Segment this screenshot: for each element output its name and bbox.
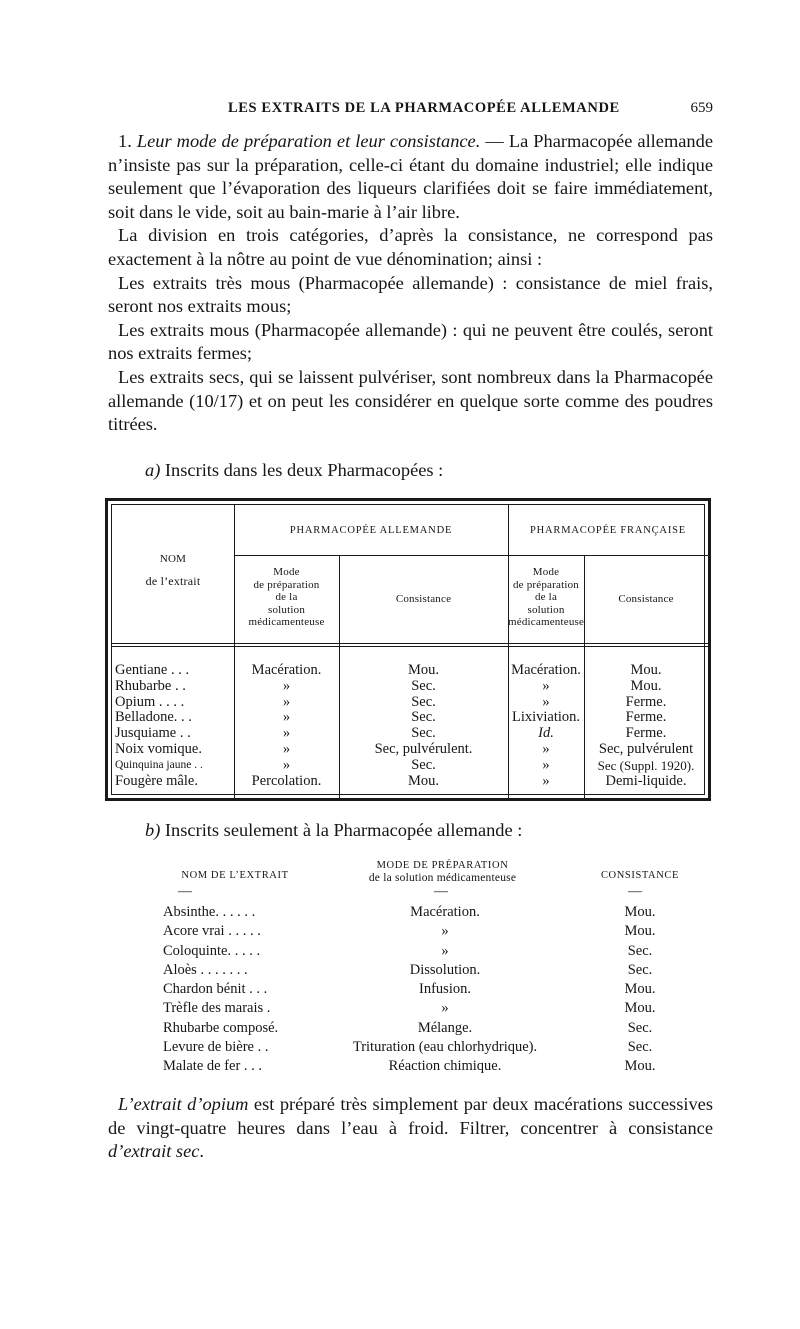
table-cell: Quinquina jaune . .	[115, 758, 203, 771]
running-title: LES EXTRAITS DE LA PHARMACOPÉE ALLEMANDE	[228, 100, 620, 116]
table-cell: »	[282, 756, 291, 773]
final-text	[108, 1093, 713, 1164]
tb-dash-2: —	[434, 884, 448, 899]
table-cell: Mou.	[624, 1000, 656, 1017]
table-cell: Coloquinte. . . . .	[163, 942, 261, 959]
table-cell: Ferme.	[625, 693, 667, 710]
col-mode-fr	[508, 663, 584, 789]
table-cell: Sec.	[411, 693, 436, 710]
tb-head-mode	[335, 860, 550, 884]
table-cell: Demi-liquide.	[605, 772, 687, 789]
table-cell: »	[282, 725, 291, 742]
table-cell: »	[542, 740, 550, 757]
table-cell: Sec.	[627, 1039, 653, 1056]
section-a-letter: a)	[145, 460, 161, 480]
table-cell: Rhubarbe . .	[115, 677, 186, 694]
table-cell: Gentiane . . .	[115, 662, 190, 678]
table-cell: Levure de bière . .	[163, 1039, 269, 1056]
col-nom-line1: NOM	[159, 553, 187, 565]
tb-col-names	[163, 903, 278, 1077]
table-cell: Mou.	[624, 981, 656, 998]
table-cell: Dissolution.	[409, 961, 481, 978]
table-cell: Mou.	[624, 1058, 656, 1075]
section-a-heading	[145, 460, 443, 481]
final-em1: L’extrait d’opium	[118, 1094, 249, 1114]
table-cell: Mou.	[630, 662, 662, 678]
table-cell: Mou.	[624, 904, 656, 920]
table-cell: Ferme.	[625, 709, 667, 726]
table-cell: Rhubarbe composé.	[163, 1019, 279, 1036]
col-nom-header	[112, 553, 234, 587]
table-cell: Sec.	[411, 709, 436, 726]
table-cell: Macération.	[410, 904, 480, 920]
table-cell: Belladone. . .	[115, 709, 192, 726]
tb-col-cons	[595, 903, 685, 1077]
paragraph-3: Les extraits très mous (Pharmacopée allemande) : consistance de miel frais, seront nos extraits mous;	[108, 272, 713, 317]
table-cell: Mou.	[407, 772, 440, 789]
mode-l2: de préparation	[253, 578, 320, 591]
table-cell: »	[441, 923, 449, 940]
col-mode-all	[234, 663, 339, 789]
table-cell: Sec, pulvérulent.	[374, 740, 473, 757]
table-cell: Absinthe. . . . . .	[163, 904, 256, 920]
final-paragraph	[108, 1093, 713, 1164]
mode-l5: médicamenteuse	[248, 616, 325, 628]
table-cell: Chardon bénit . . .	[163, 981, 268, 998]
table-cell: Ferme.	[625, 725, 667, 742]
tb-head-cons: CONSISTANCE	[600, 870, 680, 881]
table-cell: Malate de fer . . .	[163, 1058, 263, 1075]
paragraph-5: Les extraits secs, qui se laissent pulvériser, sont nombreux dans la Pharmacopée allemande (10/17) et on peut les considérer en quelque sorte comme des poudres titrées.	[108, 366, 713, 435]
mode-fr-l3: de la	[534, 591, 558, 603]
col-nom-line2: de l’extrait	[145, 573, 201, 588]
paragraph-2: La division en trois catégories, d’après la consistance, ne correspond pas exactement à la nôtre au point de vue dénomination; ainsi :	[108, 225, 713, 269]
mode-l3: de la	[275, 591, 298, 603]
sub-mode-fr	[508, 566, 584, 629]
section-b-heading	[145, 820, 522, 841]
table-cell: »	[441, 1000, 449, 1017]
para-title: Leur mode de préparation et leur consistance.	[136, 131, 481, 151]
mode-fr-l5: médicamenteuse	[508, 616, 585, 628]
table-cell: Mou.	[630, 677, 662, 694]
final-text1: est préparé très simplement par deux macérations successives de vingt-quatre heures dans l’eau à froid. Filtrer, concentrer à consistance	[108, 1094, 713, 1138]
page-number: 659	[690, 100, 713, 116]
table-cell: Fougère mâle.	[115, 772, 198, 789]
table-cell: »	[282, 709, 291, 726]
table-both-pharmacopeias	[105, 498, 711, 801]
col-names	[115, 663, 203, 789]
table-cell: Sec.	[411, 756, 436, 773]
table-cell: Sec, pulvérulent	[598, 740, 694, 757]
table-cell: Id.	[538, 725, 554, 742]
final-em2: d’extrait sec	[108, 1141, 200, 1162]
table-cell: »	[542, 756, 550, 773]
running-header	[108, 100, 713, 124]
para-number: 1.	[118, 131, 132, 151]
mode-fr-l4: solution	[527, 603, 565, 616]
table-cell: Trèfle des marais .	[163, 1000, 271, 1017]
table-cell: Macération.	[511, 662, 581, 678]
sub-cons-fr: Consistance	[618, 593, 674, 605]
tb-head-mode-l2: de la solution médicamenteuse	[368, 872, 517, 884]
mode-fr-l1: Mode	[532, 566, 560, 578]
paragraph-4: Les extraits mous (Pharmacopée allemande) : qui ne peuvent être coulés, seront nos extraits fermes;	[108, 319, 713, 364]
group-allemande: PHARMACOPÉE ALLEMANDE	[289, 525, 453, 536]
table-cell: »	[282, 693, 291, 710]
table-cell: »	[542, 677, 550, 694]
tb-dash-1: —	[178, 884, 192, 899]
final-text2: .	[199, 1141, 205, 1162]
table-cell: Sec.	[411, 677, 436, 694]
col-cons-fr	[584, 663, 708, 789]
group-francaise: PHARMACOPÉE FRANÇAISE	[530, 525, 686, 536]
table-cell: Réaction chimique.	[388, 1058, 502, 1075]
mode-l4: solution	[267, 603, 306, 616]
sub-cons-all: Consistance	[395, 593, 452, 605]
table-cell: Jusquiame . .	[115, 725, 191, 742]
mode-l1: Mode	[273, 566, 300, 578]
table-cell: Trituration (eau chlorhydrique).	[352, 1039, 538, 1056]
table-cell: »	[441, 942, 449, 959]
tb-head-mode-l1: MODE DE PRÉPARATION	[376, 860, 509, 871]
table-cell: Mélange.	[417, 1019, 473, 1036]
table-cell: Aloès . . . . . . .	[163, 961, 248, 978]
table-cell: Macération.	[251, 662, 322, 678]
table-cell: »	[282, 740, 291, 757]
table-cell: Infusion.	[419, 981, 471, 998]
section-b-text: Inscrits seulement à la Pharmacopée allemande :	[160, 820, 523, 840]
table-cell: Percolation.	[251, 772, 322, 789]
table-cell: Sec (Suppl. 1920).	[597, 757, 695, 773]
section-b-letter: b)	[145, 820, 161, 840]
table-cell: Opium . . . .	[115, 693, 185, 710]
para-text: — La Pharmacopée allemande n’insiste pas sur la préparation, celle-ci étant du domaine industriel; elle indique seulement que l’évaporation des liqueurs clarifiées doit se faire immédiatement, soit dans le vide, soit au bain-marie à l’air libre.	[108, 131, 713, 222]
table-cell: »	[282, 677, 291, 694]
table-cell: Acore vrai . . . . .	[163, 923, 261, 940]
table-cell: Mou.	[624, 923, 656, 940]
table-cell: Noix vomique.	[115, 740, 202, 757]
tb-col-modes	[325, 903, 565, 1077]
table-cell: »	[542, 693, 550, 710]
table-cell: Lixiviation.	[511, 709, 581, 726]
table-frame	[111, 504, 705, 795]
tb-dash-3: —	[628, 884, 642, 899]
table-cell: Sec.	[627, 1019, 653, 1036]
paragraph-1	[108, 130, 713, 224]
table-cell: Sec.	[627, 942, 653, 959]
mode-fr-l2: de préparation	[512, 578, 580, 591]
col-cons-all	[339, 663, 508, 789]
table-cell: Mou.	[407, 662, 440, 678]
intro-text	[108, 130, 713, 437]
tb-head-nom: NOM DE L’EXTRAIT	[181, 870, 289, 881]
table-cell: »	[542, 772, 550, 789]
sub-mode-all	[234, 566, 339, 629]
table-cell: Sec.	[411, 725, 436, 742]
section-a-text: Inscrits dans les deux Pharmacopées :	[160, 460, 444, 480]
table-cell: Sec.	[627, 961, 653, 978]
